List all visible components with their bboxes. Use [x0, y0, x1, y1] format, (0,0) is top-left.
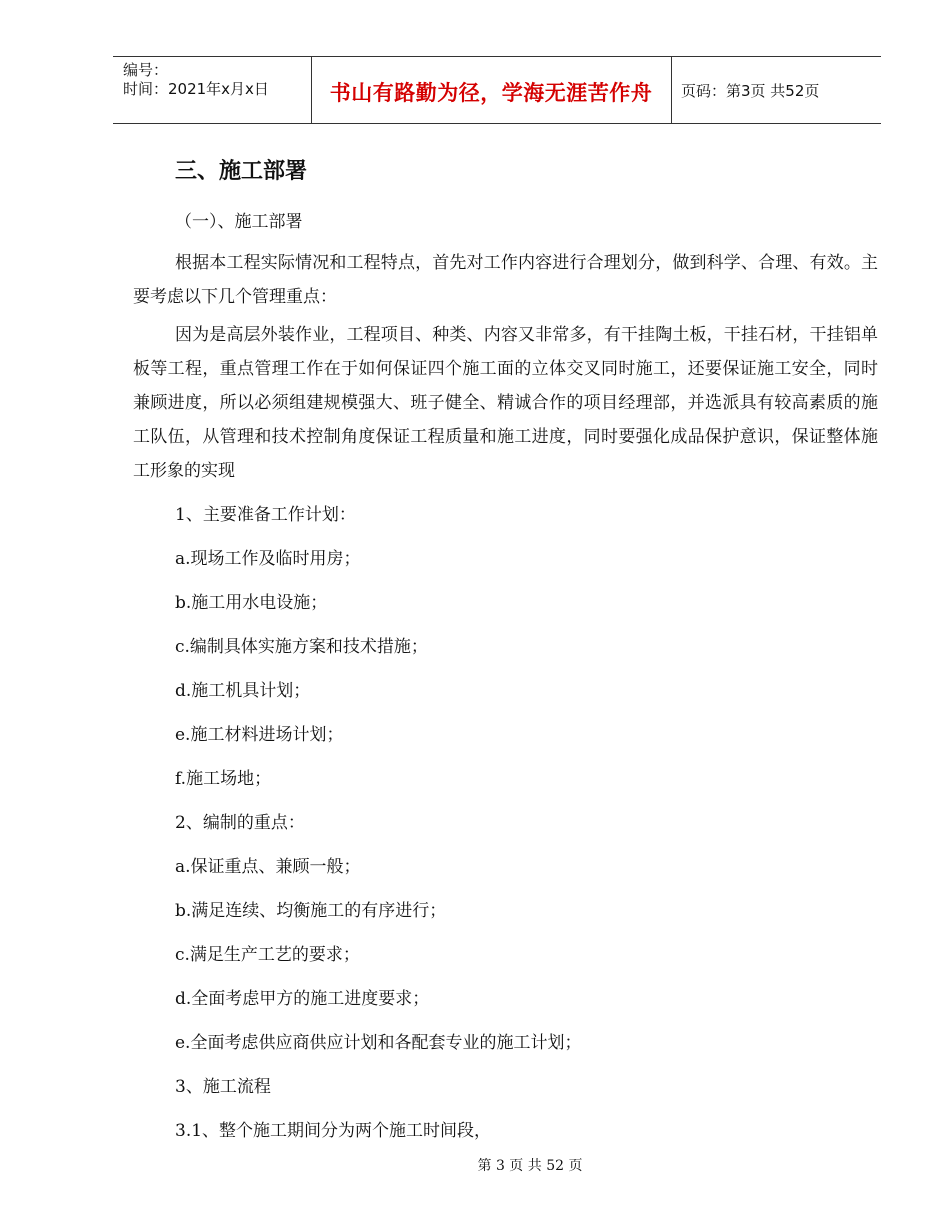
flow-heading: 3、施工流程 — [175, 1077, 271, 1097]
list-item: e.全面考虑供应商供应计划和各配套专业的施工计划； — [175, 1033, 582, 1053]
list-item: f.施工场地； — [175, 769, 272, 789]
document-time-label: 时间：2021年x月x日 — [123, 80, 269, 98]
list-item: b.满足连续、均衡施工的有序进行； — [175, 901, 447, 921]
document-header — [113, 56, 881, 124]
list-item: a.保证重点、兼顾一般； — [175, 857, 361, 877]
flow-item: 3.1、整个施工期间分为两个施工时间段， — [175, 1121, 492, 1141]
scope-paragraph: 因为是高层外装作业，工程项目、种类、内容又非常多，有干挂陶土板，干挂石材，干挂铝单板等工程，重点管理工作在于如何保证四个施工面的立体交叉同时施工，还要保证施工安全，同时兼顾进度，所以必须组建规模强大、班子健全、精诚合作的项目经理部，并选派具有较高素质的施工队伍，从管理和技术控制角度保证工程质量和施工进度，同时要强化成品保护意识，保证整体施工形象的实现 — [133, 325, 878, 481]
list-item: d.施工机具计划； — [175, 681, 311, 701]
list-item: d.全面考虑甲方的施工进度要求； — [175, 989, 430, 1009]
intro-paragraph: 根据本工程实际情况和工程特点，首先对工作内容进行合理划分，做到科学、合理、有效。主要考虑以下几个管理重点： — [133, 253, 878, 307]
list-item: b.施工用水电设施； — [175, 593, 328, 613]
header-motto: 书山有路勤为径，学海无涯苦作舟 — [329, 81, 653, 105]
list-item: c.满足生产工艺的要求； — [175, 945, 360, 965]
focus-heading: 2、编制的重点： — [175, 813, 305, 833]
prep-heading: 1、主要准备工作计划： — [175, 505, 356, 525]
header-page-info: 页码：第3页 共52页 — [681, 82, 820, 100]
document-number-label: 编号： — [123, 61, 169, 79]
list-item: c.编制具体实施方案和技术措施； — [175, 637, 428, 657]
list-item: a.现场工作及临时用房； — [175, 549, 361, 569]
header-meta-cell — [113, 57, 312, 123]
header-motto-cell — [311, 57, 672, 123]
list-item: e.施工材料进场计划； — [175, 725, 344, 745]
subsection-heading: （一）、施工部署 — [175, 212, 303, 232]
page-footer: 第 3 页 共 52 页 — [477, 1158, 583, 1174]
header-page-cell — [671, 57, 881, 123]
section-title: 三、施工部署 — [175, 159, 308, 184]
